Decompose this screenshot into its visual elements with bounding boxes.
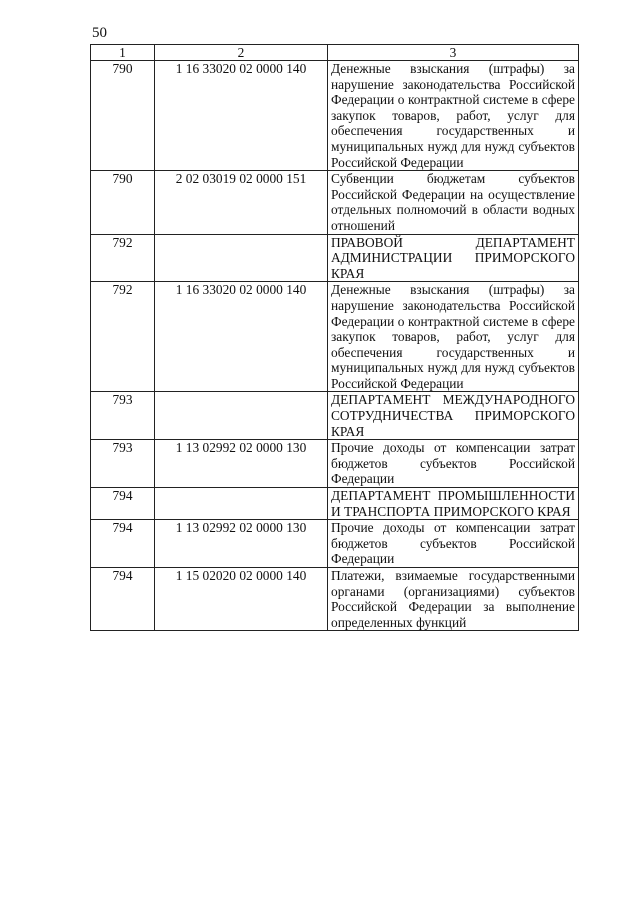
table-row bbox=[91, 520, 579, 568]
admin-code-cell: 794 bbox=[91, 568, 155, 631]
budget-code-cell: 1 16 33020 02 0000 140 bbox=[155, 282, 328, 392]
table-header-row bbox=[91, 45, 579, 61]
department-name-cell: ДЕПАРТАМЕНТ МЕЖДУНАРОДНОГО СОТРУДНИЧЕСТВА ПРИМОРСКОГО КРАЯ bbox=[328, 392, 579, 440]
budget-code-cell bbox=[155, 488, 328, 520]
table-row bbox=[91, 171, 579, 234]
department-name-cell: ДЕПАРТАМЕНТ ПРОМЫШЛЕННОСТИ И ТРАНСПОРТА ПРИМОРСКОГО КРАЯ bbox=[328, 488, 579, 520]
admin-code-cell: 792 bbox=[91, 234, 155, 282]
income-name-cell: Денежные взыскания (штрафы) за нарушение законодательства Российской Федерации о контрактной системе в сфере закупок товаров, работ, услуг для обеспечения государственных и муниципальных нужд для нужд субъектов Российской Федерации bbox=[328, 282, 579, 392]
table-row bbox=[91, 282, 579, 392]
table-row bbox=[91, 392, 579, 440]
budget-code-cell: 2 02 03019 02 0000 151 bbox=[155, 171, 328, 234]
income-name-cell: Денежные взыскания (штрафы) за нарушение законодательства Российской Федерации о контрактной системе в сфере закупок товаров, работ, услуг для обеспечения государственных и муниципальных нужд для нужд субъектов Российской Федерации bbox=[328, 61, 579, 171]
admin-code-cell: 790 bbox=[91, 171, 155, 234]
column-header-2: 2 bbox=[155, 45, 328, 61]
admin-code-cell: 790 bbox=[91, 61, 155, 171]
budget-code-cell bbox=[155, 234, 328, 282]
table-row bbox=[91, 568, 579, 631]
income-name-cell: Платежи, взимаемые государственными органами (организациями) субъектов Российской Федерации за выполнение определенных функций bbox=[328, 568, 579, 631]
column-header-3: 3 bbox=[328, 45, 579, 61]
admin-code-cell: 793 bbox=[91, 392, 155, 440]
admin-code-cell: 792 bbox=[91, 282, 155, 392]
budget-code-cell: 1 16 33020 02 0000 140 bbox=[155, 61, 328, 171]
income-name-cell: Прочие доходы от компенсации затрат бюджетов субъектов Российской Федерации bbox=[328, 440, 579, 488]
admin-code-cell: 794 bbox=[91, 520, 155, 568]
admin-code-cell: 794 bbox=[91, 488, 155, 520]
table-row bbox=[91, 61, 579, 171]
table-row bbox=[91, 234, 579, 282]
budget-code-cell: 1 13 02992 02 0000 130 bbox=[155, 440, 328, 488]
budget-code-cell: 1 13 02992 02 0000 130 bbox=[155, 520, 328, 568]
table-row bbox=[91, 488, 579, 520]
table-row bbox=[91, 440, 579, 488]
budget-classification-table bbox=[90, 44, 579, 631]
column-header-1: 1 bbox=[91, 45, 155, 61]
income-name-cell: Прочие доходы от компенсации затрат бюджетов субъектов Российской Федерации bbox=[328, 520, 579, 568]
department-name-cell: ПРАВОВОЙ ДЕПАРТАМЕНТ АДМИНИСТРАЦИИ ПРИМОРСКОГО КРАЯ bbox=[328, 234, 579, 282]
admin-code-cell: 793 bbox=[91, 440, 155, 488]
budget-code-cell: 1 15 02020 02 0000 140 bbox=[155, 568, 328, 631]
budget-code-cell bbox=[155, 392, 328, 440]
page-number: 50 bbox=[92, 25, 107, 41]
income-name-cell: Субвенции бюджетам субъектов Российской Федерации на осуществление отдельных полномочий в области водных отношений bbox=[328, 171, 579, 234]
